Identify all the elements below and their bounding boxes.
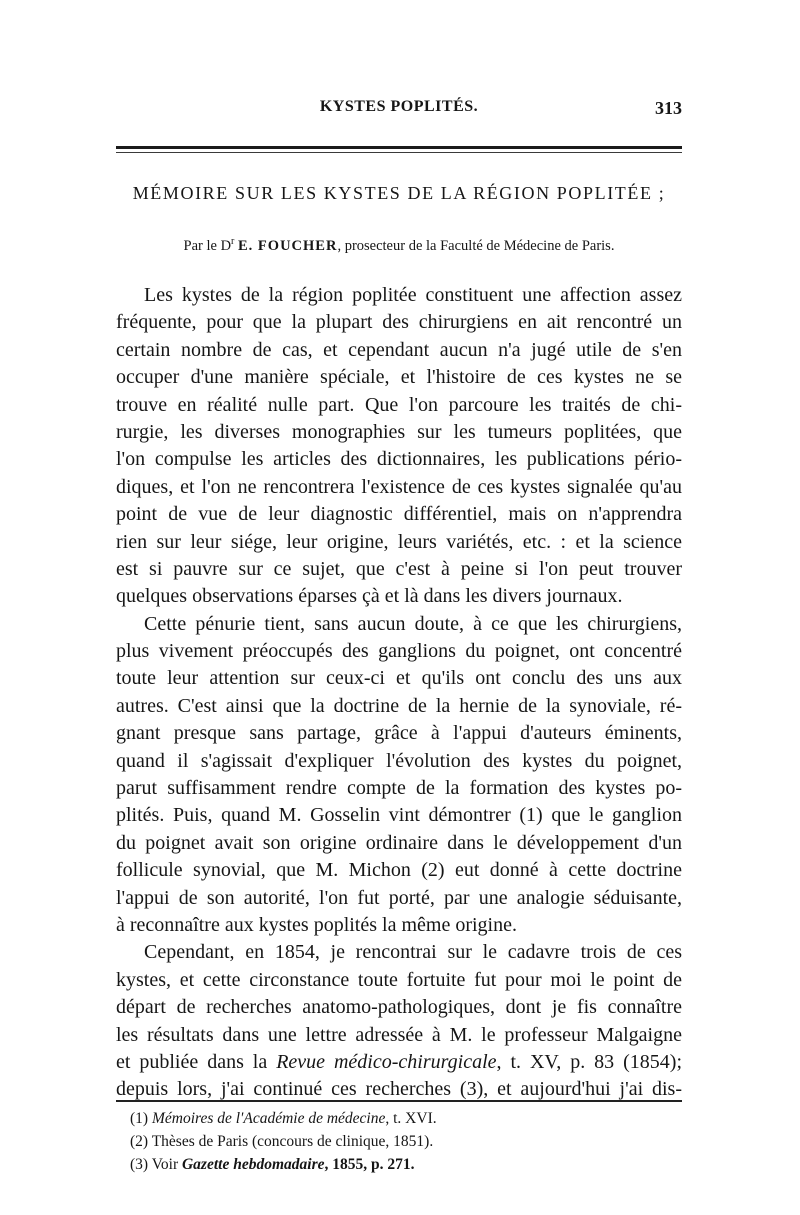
footnote	[116, 1130, 682, 1153]
footnote-text: Thèses de Paris (concours de clinique, 1851).	[151, 1133, 434, 1150]
text-line: à reconnaître aux kystes poplités la même origine.	[116, 913, 517, 936]
text-line: quelques observations éparses çà et là dans les divers journaux.	[116, 585, 623, 608]
running-head	[116, 98, 682, 126]
text-line-journal-reference	[116, 1049, 682, 1076]
line-text: , t. XV, p. 83 (1854);	[496, 1050, 682, 1073]
byline-author: E. FOUCHER	[238, 237, 338, 254]
text-line: Les kystes de la région poplitée constituent une affection assez	[144, 284, 682, 306]
text-line: rurgie, les diverses monographies sur les tumeurs poplitées, que	[116, 420, 682, 443]
text-line: les résultats dans une lettre adressée à M. le professeur Malgaigne	[116, 1023, 682, 1046]
byline-suffix: , prosecteur de la Faculté de Médecine de Paris.	[337, 237, 615, 254]
text-line: occuper d'une manière spéciale, et l'histoire de ces kystes ne se	[116, 366, 682, 389]
text-line: du poignet avait son origine ordinaire dans le développement d'un	[116, 831, 682, 854]
header-rule	[116, 146, 682, 149]
text-line: trouve en réalité nulle part. Que l'on parcoure les traités de chi-	[116, 393, 682, 416]
footnotes	[116, 1107, 682, 1176]
text-line: plités. Puis, quand M. Gosselin vint démontrer (1) que le ganglion	[116, 804, 682, 827]
footnote-rule	[116, 1100, 682, 1102]
text-line: gnant presque sans partage, grâce à l'appui d'auteurs éminents,	[116, 722, 682, 745]
running-title: KYSTES POPLITÉS.	[319, 98, 479, 115]
text-line: rien sur leur siége, leur origine, leurs variétés, etc. : et la science	[116, 530, 682, 553]
text-line: quand il s'agissait d'expliquer l'évolution des kystes du poignet,	[116, 749, 682, 772]
byline-prefix: Par le D	[183, 237, 232, 254]
footnote	[116, 1153, 682, 1176]
page-number: 313	[655, 98, 682, 118]
byline-superscript: r	[231, 236, 235, 247]
text-line: l'on compulse les articles des dictionnaires, les publications pério-	[116, 448, 682, 471]
text-line: diques, et l'on ne rencontrera l'existence de ces kystes signalée qu'au	[116, 475, 682, 498]
memoir-title: MÉMOIRE SUR LES KYSTES DE LA RÉGION POPLITÉE ;	[132, 183, 666, 203]
text-line: certain nombre de cas, et cependant aucun n'a jugé utile de s'en	[116, 338, 682, 361]
footnote-text: Voir	[151, 1156, 182, 1173]
journal-title: Revue médico-chirurgicale	[276, 1050, 497, 1073]
text-line: parut suffisamment rendre compte de la formation des kystes po-	[116, 777, 682, 800]
header-rule-thin	[116, 152, 682, 153]
text-line: Cette pénurie tient, sans aucun doute, à ce que les chirurgiens,	[144, 612, 682, 635]
text-line: départ de recherches anatomo-pathologiques, dont je fis connaître	[116, 996, 682, 1019]
byline	[116, 236, 682, 255]
text-line: follicule synovial, que M. Michon (2) eut donné à cette doctrine	[116, 859, 682, 882]
footnote-marker: (3)	[130, 1156, 149, 1173]
text-line: est si pauvre sur ce sujet, que c'est à peine si l'on peut trouver	[116, 557, 682, 580]
line-text: et publiée dans la	[116, 1050, 277, 1073]
footnote-marker: (1)	[130, 1110, 149, 1127]
text-line: depuis lors, j'ai continué ces recherches (3), et aujourd'hui j'ai dis-	[116, 1078, 682, 1101]
text-line: toute leur attention sur ceux-ci et qu'ils ont conclu des uns aux	[116, 667, 682, 690]
text-line: point de vue de leur diagnostic différentiel, mais on n'apprendra	[116, 503, 682, 526]
text-line: l'appui de son autorité, l'on fut porté, par une analogie séduisante,	[116, 886, 682, 909]
text-line: fréquente, pour que la plupart des chirurgiens en ait rencontré un	[116, 311, 682, 334]
footnote-marker: (2)	[130, 1133, 149, 1150]
footnote-text: , 1855, p. 271.	[324, 1156, 415, 1173]
footnote	[116, 1107, 682, 1130]
text-line: kystes, et cette circonstance toute fortuite fut pour moi le point de	[116, 968, 682, 991]
footnote-text: , t. XVI.	[385, 1110, 437, 1127]
footnote-title: Mémoires de l'Académie de médecine	[151, 1110, 386, 1127]
text-line: Cependant, en 1854, je rencontrai sur le cadavre trois de ces	[144, 941, 682, 964]
text-line: autres. C'est ainsi que la doctrine de la hernie de la synoviale, ré-	[116, 694, 682, 717]
body-text	[116, 282, 682, 1104]
text-line: plus vivement préoccupés des ganglions du poignet, ont concentré	[116, 640, 682, 663]
footnote-title: Gazette hebdomadaire	[181, 1156, 325, 1173]
